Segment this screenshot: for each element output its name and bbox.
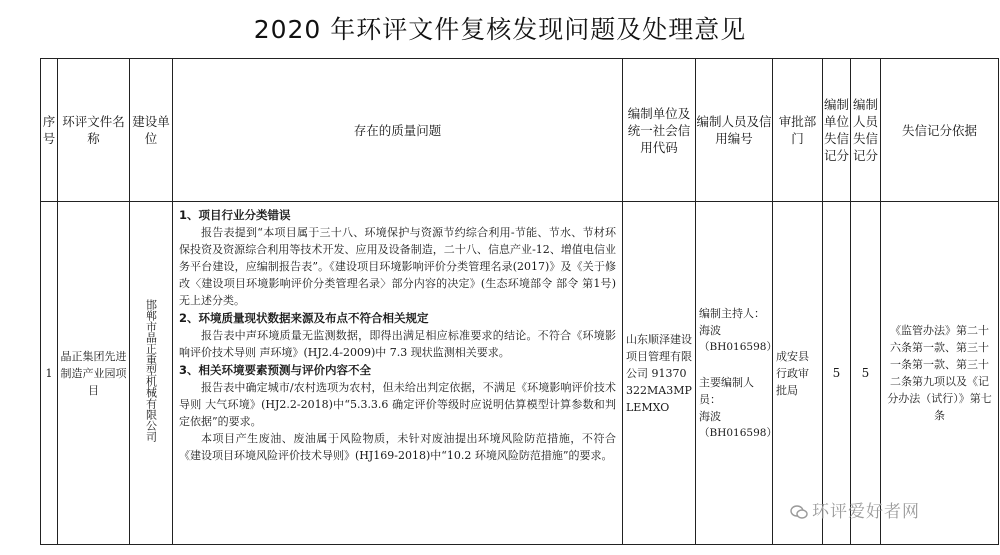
issue-heading-3: 3、相关环境要素预测与评价内容不全 bbox=[179, 363, 371, 377]
header-person-score: 编制人员失信记分 bbox=[851, 59, 881, 202]
header-row bbox=[41, 59, 999, 202]
row-compiler: 山东顺泽建设项目管理有限公司 91370322MA3MPLEMXO bbox=[623, 202, 696, 545]
issue-text-1: 报告表提到“本项目属于三十八、环境保护与资源节约综合利用-节能、节水、节材环保投资及资源综合利用等技术开发、应用及设备制造，二十八、信息产业-12、增值电信业务平台建设，应编制报告表”。《建设项目环境影响评价分类管理名录(2017)》及《关于修改〈建设项目环境影响评价分类管理名录〉部分内容的决定》(生态环境部令 部令 第1号)无上述分类。 bbox=[179, 226, 616, 307]
row-unit: 邯郸市晶正重型机械有限公司 bbox=[144, 299, 158, 442]
header-unit-score: 编制单位失信记分 bbox=[823, 59, 851, 202]
host-label: 编制主持人： bbox=[699, 306, 765, 320]
row-issues bbox=[173, 202, 623, 545]
header-file-name: 环评文件名称 bbox=[58, 59, 130, 202]
header-basis: 失信记分依据 bbox=[881, 59, 999, 202]
main-name: 海波 bbox=[699, 409, 721, 423]
row-unit-score: 5 bbox=[823, 202, 851, 545]
main-label: 主要编制人员： bbox=[699, 375, 754, 406]
header-persons: 编制人员及信用编号 bbox=[696, 59, 773, 202]
table-row bbox=[41, 202, 999, 545]
row-basis: 《监管办法》第二十六条第一款、第三十一条第一款、第三十二条第九项以及《记分办法（试行）》第七条 bbox=[881, 202, 999, 545]
issue-heading-1: 1、项目行业分类错误 bbox=[179, 208, 291, 222]
host-name: 海波 bbox=[699, 323, 721, 337]
main-id: （BH016598） bbox=[699, 426, 777, 439]
row-unit-cell bbox=[130, 202, 173, 545]
host-id: （BH016598） bbox=[699, 340, 777, 353]
watermark bbox=[790, 497, 920, 522]
issue-text-3: 报告表中确定城市/农村选项为农村，但未给出判定依据，不满足《环境影响评价技术导则 大气环境》(HJ2.2-2018)中“5.3.3.6 确定评价等级时应说明估算模型计算参数和判定依据”的要求。 bbox=[179, 381, 616, 428]
issue-text-4: 本项目产生废油、废油属于风险物质，未针对废油提出环境风险防范措施，不符合《建设项目环境风险评价技术导则》(HJ169-2018)中“10.2 环境风险防范措施”的要求。 bbox=[179, 432, 616, 462]
page-title: 2020 年环评文件复核发现问题及处理意见 bbox=[253, 15, 747, 44]
header-compiler: 编制单位及统一社会信用代码 bbox=[623, 59, 696, 202]
header-unit: 建设单位 bbox=[130, 59, 173, 202]
header-issues: 存在的质量问题 bbox=[173, 59, 623, 202]
row-persons bbox=[696, 202, 777, 545]
wechat-icon bbox=[790, 505, 808, 519]
header-seq: 序号 bbox=[41, 59, 58, 202]
row-file-name-cell bbox=[58, 202, 130, 545]
issue-heading-2: 2、环境质量现状数据来源及布点不符合相关规定 bbox=[179, 311, 429, 325]
watermark-text: 环评爱好者网 bbox=[812, 502, 920, 522]
row-approval: 成安县行政审批局 bbox=[773, 202, 823, 545]
row-person-score: 5 bbox=[851, 202, 881, 545]
header-approval: 审批部门 bbox=[773, 59, 823, 202]
issue-text-2: 报告表中声环境质量无监测数据，即得出满足相应标准要求的结论。不符合《环境影响评价技术导则 声环境》(HJ2.4-2009)中 7.3 现状监测相关要求。 bbox=[179, 329, 616, 359]
row-seq: 1 bbox=[41, 202, 58, 545]
row-file-name: 晶正集团先进制造产业园项目 bbox=[60, 349, 127, 397]
review-table bbox=[40, 58, 999, 545]
